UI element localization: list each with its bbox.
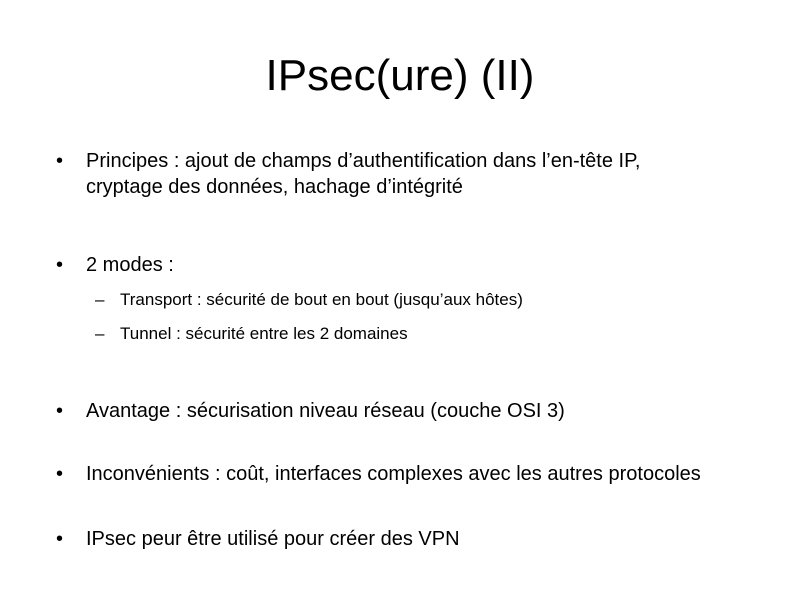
slide-title: IPsec(ure) (II) bbox=[265, 51, 535, 100]
bullet-marker: • bbox=[56, 150, 64, 172]
bullet-marker: • bbox=[56, 528, 64, 550]
bullet-text: Inconvénients : coût, interfaces complexes avec les autres protocoles bbox=[86, 463, 701, 485]
bullet-text bbox=[86, 148, 786, 200]
bullet-text-line: Principes : ajout de champs d’authentification dans l’en-tête IP, bbox=[86, 150, 641, 172]
sub-bullet-text: Transport : sécurité de bout en bout (jusqu’aux hôtes) bbox=[120, 290, 523, 309]
bullet-text-line: cryptage des données, hachage d’intégrité bbox=[86, 176, 463, 198]
sub-bullet-marker: – bbox=[95, 324, 105, 343]
bullet-text: 2 modes : bbox=[86, 254, 174, 276]
bullet-marker: • bbox=[56, 254, 64, 276]
sub-bullet-text: Tunnel : sécurité entre les 2 domaines bbox=[120, 324, 408, 343]
bullet-text: Avantage : sécurisation niveau réseau (couche OSI 3) bbox=[86, 400, 565, 422]
bullet-marker: • bbox=[56, 463, 64, 485]
bullet-text: IPsec peur être utilisé pour créer des VPN bbox=[86, 528, 460, 550]
sub-bullet-marker: – bbox=[95, 290, 105, 309]
bullet-marker: • bbox=[56, 400, 64, 422]
